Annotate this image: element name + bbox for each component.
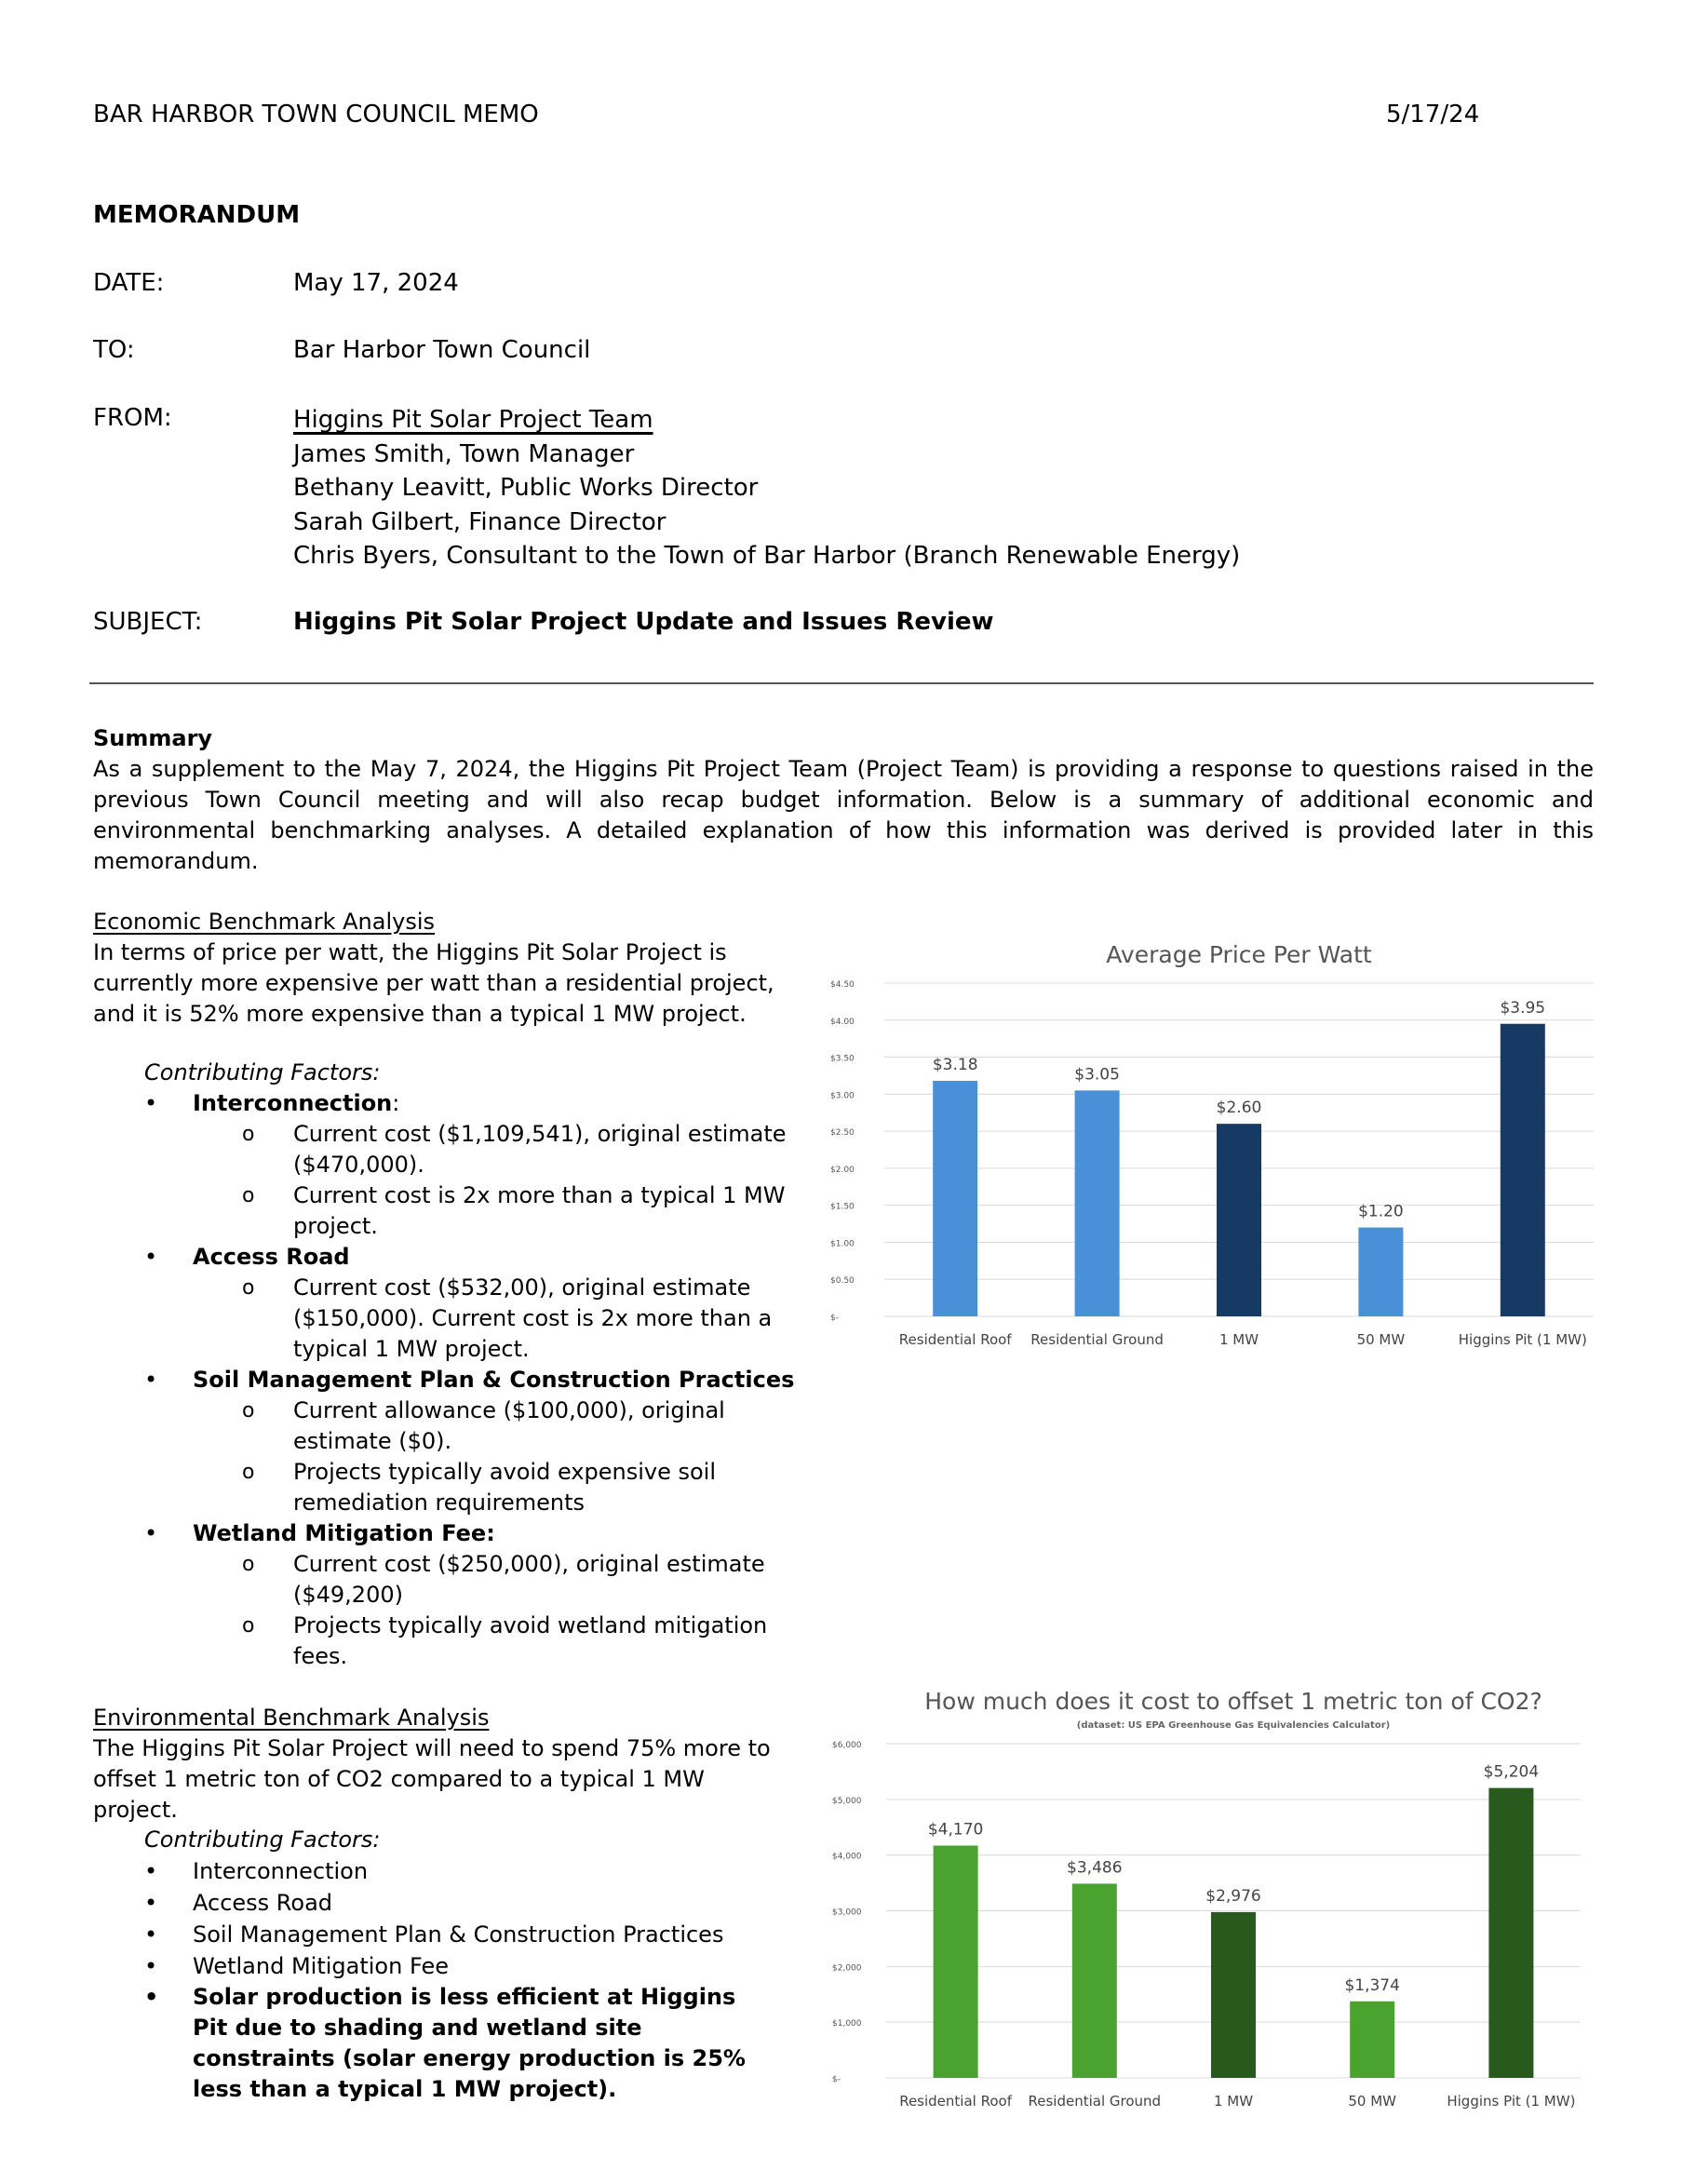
- circle-bullet-icon: o: [242, 1276, 255, 1300]
- from-person: Chris Byers, Consultant to the Town of Bar Harbor (Branch Renewable Energy): [293, 542, 1241, 570]
- from-label: FROM:: [93, 404, 172, 432]
- y-tick-label: $3.50: [830, 1054, 855, 1064]
- list-item: [144, 1611, 815, 1672]
- to-value: Bar Harbor Town Council: [293, 336, 591, 364]
- y-tick-label: $-: [832, 2075, 841, 2084]
- factor-title: Wetland Mitigation Fee:: [193, 1520, 495, 1546]
- bullet-icon: •: [144, 1090, 158, 1116]
- list-item: [144, 1457, 815, 1518]
- list-item: [144, 1518, 815, 1549]
- factor-title: Solar production is less efficient at Higgins Pit due to shading and wetland site constraints (solar energy production is 25% less than a typical 1 MW project).: [193, 1984, 746, 2102]
- bullet-icon: •: [144, 1953, 158, 1979]
- bullet-icon: •: [144, 1921, 158, 1948]
- from-person: James Smith, Town Manager: [293, 439, 635, 468]
- bar: [1217, 1124, 1261, 1316]
- y-tick-label: $-: [830, 1314, 839, 1323]
- factor-title: Soil Management Plan & Construction Practices: [193, 1367, 795, 1393]
- chart-title: Average Price Per Watt: [1106, 941, 1372, 968]
- x-tick-label: 50 MW: [1348, 2093, 1397, 2110]
- list-item: [144, 1549, 815, 1611]
- bar: [1501, 1024, 1545, 1316]
- list-item: [144, 1119, 815, 1180]
- list-item: [144, 1950, 777, 1982]
- factor-detail: Projects typically avoid expensive soil remediation requirements: [293, 1459, 717, 1516]
- summary-heading: Summary: [93, 725, 213, 751]
- list-item: [144, 1395, 815, 1457]
- chart-title: How much does it cost to offset 1 metric ton of CO2?: [924, 1688, 1542, 1715]
- y-tick-label: $1.50: [830, 1202, 855, 1212]
- economic-intro: In terms of price per watt, the Higgins Pit Solar Project is currently more expensive per watt than a residential project, and it is 52% more expensive than a typical 1 MW project.: [93, 939, 774, 1027]
- environmental-heading: Environmental Benchmark Analysis: [93, 1705, 490, 1731]
- x-tick-label: Higgins Pit (1 MW): [1447, 2093, 1576, 2110]
- summary-body: As a supplement to the May 7, 2024, the Higgins Pit Project Team (Project Team) is providing a response to questions raised in the previous Town Council meeting and will also recap budget information. Below is a summary of additional economic and environmental benchmarking analyses. A detailed explanation of how this information was derived is provided later in this memorandum.: [93, 756, 1594, 874]
- bar: [1350, 2002, 1394, 2078]
- list-item: [144, 1887, 777, 1919]
- bar: [1211, 1912, 1256, 2078]
- list-item: [144, 1982, 751, 2105]
- y-tick-label: $4.00: [830, 1017, 855, 1027]
- bar: [1358, 1228, 1403, 1316]
- memo-header-date: 5/17/24: [1386, 101, 1480, 128]
- data-label: $3.05: [1074, 1065, 1120, 1085]
- bar: [934, 1845, 978, 2078]
- bar: [1488, 1788, 1533, 2078]
- y-tick-label: $3,000: [832, 1908, 862, 1918]
- bullet-icon: •: [144, 1984, 159, 2010]
- y-tick-label: $1.00: [830, 1239, 855, 1249]
- factor-title: Wetland Mitigation Fee: [193, 1953, 449, 1979]
- factor-detail: Current cost is 2x more than a typical 1 MW project.: [293, 1182, 786, 1239]
- date-label: DATE:: [93, 269, 165, 297]
- x-tick-label: 1 MW: [1213, 2093, 1254, 2110]
- header-divider: [89, 682, 1594, 684]
- bullet-icon: •: [144, 1858, 158, 1884]
- data-label: $2.60: [1216, 1099, 1262, 1118]
- x-tick-label: Residential Roof: [899, 2093, 1012, 2110]
- bullet-icon: •: [144, 1367, 158, 1393]
- list-item: [144, 1273, 815, 1365]
- memo-header-title: BAR HARBOR TOWN COUNCIL MEMO: [93, 101, 539, 128]
- data-label: $3,486: [1067, 1858, 1123, 1878]
- to-label: TO:: [93, 336, 135, 364]
- factor-title: Access Road: [193, 1890, 333, 1916]
- circle-bullet-icon: o: [242, 1123, 255, 1146]
- list-item: [144, 1242, 815, 1273]
- y-tick-label: $2,000: [832, 1963, 862, 1974]
- co2-offset-cost-chart: [819, 1676, 1601, 2123]
- bar: [933, 1081, 977, 1316]
- circle-bullet-icon: o: [242, 1399, 255, 1422]
- y-tick-label: $4.50: [830, 980, 855, 990]
- bar: [1075, 1090, 1120, 1316]
- economic-factor-list: [144, 1088, 815, 1672]
- list-item: [144, 1088, 815, 1119]
- subject-label: SUBJECT:: [93, 608, 203, 636]
- data-label: $2,976: [1205, 1886, 1261, 1906]
- environmental-intro: The Higgins Pit Solar Project will need to spend 75% more to offset 1 metric ton of CO2 compared to a typical 1 MW project.: [93, 1735, 771, 1823]
- price-per-watt-chart: [819, 931, 1601, 1359]
- x-tick-label: Residential Ground: [1030, 1331, 1164, 1348]
- factor-detail: Projects typically avoid wetland mitigation fees.: [293, 1612, 768, 1669]
- from-person: Bethany Leavitt, Public Works Director: [293, 474, 759, 502]
- date-value: May 17, 2024: [293, 269, 459, 297]
- factor-suffix: :: [392, 1090, 400, 1116]
- data-label: $1,374: [1344, 1975, 1400, 1995]
- factor-detail: Current allowance ($100,000), original estimate ($0).: [293, 1397, 725, 1454]
- environmental-factor-list: [144, 1855, 777, 2105]
- x-tick-label: 1 MW: [1218, 1331, 1259, 1348]
- factor-detail: Current cost ($250,000), original estimate ($49,200): [293, 1551, 765, 1608]
- memorandum-heading: MEMORANDUM: [93, 201, 301, 229]
- list-item: [144, 1365, 815, 1395]
- list-item: [144, 1919, 777, 1950]
- x-tick-label: Higgins Pit (1 MW): [1458, 1331, 1587, 1348]
- x-tick-label: 50 MW: [1356, 1331, 1406, 1348]
- y-tick-label: $5,000: [832, 1796, 862, 1806]
- factor-title: Soil Management Plan & Construction Practices: [193, 1921, 724, 1948]
- factor-title: Interconnection: [193, 1090, 393, 1116]
- y-tick-label: $4,000: [832, 1852, 862, 1862]
- y-tick-label: $1,000: [832, 2019, 862, 2029]
- from-person: Sarah Gilbert, Finance Director: [293, 507, 666, 536]
- bar: [1072, 1883, 1117, 2078]
- bullet-icon: •: [144, 1890, 158, 1916]
- data-label: $4,170: [927, 1820, 984, 1840]
- factor-title: Interconnection: [193, 1858, 369, 1884]
- circle-bullet-icon: o: [242, 1553, 255, 1576]
- economic-heading: Economic Benchmark Analysis: [93, 909, 436, 935]
- from-team: Higgins Pit Solar Project Team: [293, 406, 653, 434]
- factor-detail: Current cost ($532,00), original estimate ($150,000). Current cost is 2x more than a typical 1 MW project.: [293, 1274, 773, 1362]
- y-tick-label: $2.00: [830, 1165, 855, 1175]
- y-tick-label: $2.50: [830, 1128, 855, 1139]
- y-tick-label: $0.50: [830, 1276, 855, 1287]
- data-label: $3.95: [1500, 998, 1546, 1018]
- circle-bullet-icon: o: [242, 1184, 255, 1207]
- bullet-icon: •: [144, 1520, 158, 1546]
- chart-subtitle: (dataset: US EPA Greenhouse Gas Equivalencies Calculator): [1076, 1720, 1391, 1731]
- environmental-factors-label: Contributing Factors:: [144, 1827, 381, 1853]
- factor-detail: Current cost ($1,109,541), original estimate ($470,000).: [293, 1121, 787, 1178]
- x-tick-label: Residential Roof: [898, 1331, 1012, 1348]
- data-label: $1.20: [1358, 1202, 1404, 1221]
- x-tick-label: Residential Ground: [1028, 2093, 1162, 2110]
- data-label: $5,204: [1483, 1762, 1540, 1782]
- y-tick-label: $3.00: [830, 1091, 855, 1101]
- y-tick-label: $6,000: [832, 1741, 862, 1750]
- list-item: [144, 1180, 815, 1242]
- circle-bullet-icon: o: [242, 1461, 255, 1484]
- from-block: [293, 403, 1240, 573]
- subject-value: Higgins Pit Solar Project Update and Issues Review: [293, 608, 994, 636]
- factor-title: Access Road: [193, 1244, 350, 1270]
- bullet-icon: •: [144, 1244, 158, 1270]
- circle-bullet-icon: o: [242, 1614, 255, 1638]
- list-item: [144, 1855, 777, 1887]
- data-label: $3.18: [932, 1056, 978, 1075]
- economic-factors-label: Contributing Factors:: [144, 1059, 381, 1085]
